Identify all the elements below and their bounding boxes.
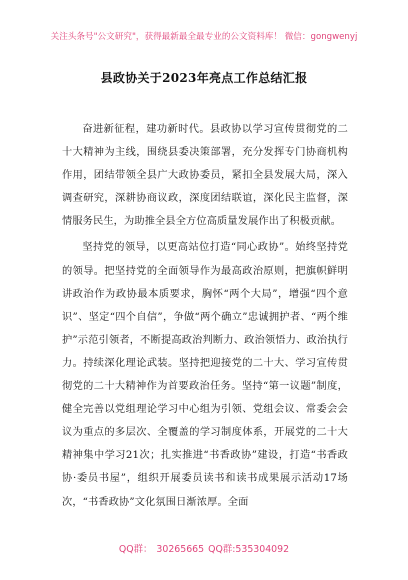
document-body bbox=[62, 118, 348, 517]
footer-qq-groups: QQ群： 30265665 QQ群:535304092 bbox=[118, 544, 290, 555]
paragraph-intro: 奋进新征程，建功新时代。县政协以学习宣传贯彻党的二十大精神为主线，围绕县委决策部署，充分发挥专门协商机构作用，团结带领全县广大政协委员，紧扣全县发展大局，深入调查研究，深耕协商议政，深度团结联谊，深化民主监督，深情服务民生，为助推全县全方位高质量发展作出了积极贡献。 bbox=[62, 124, 348, 228]
document-title: 县政协关于2023年亮点工作总结汇报 bbox=[100, 71, 308, 85]
paragraph-party-leadership: 坚持党的领导，以更高站位打造“同心政协”。始终坚持党的领导。把坚持党的全面领导作为最高政治原则，把旗帜鲜明讲政治作为政协最本质要求，胸怀“两个大局”，增强“四个意识”、坚定“四个自信”，争做“两个确立”忠诚拥护者、“两个维护”示范引领者，不断提高政治判断力、政治领悟力、政治执行力。持续深化理论武装。坚持把迎接党的二十大、学习宣传贯彻党的二十大精神作为首要政治任务。坚持“第一议题”制度，健全完善以党组理论学习中心组为引领、党组会议、常委会会议为重点的多层次、全覆盖的学习制度体系，开展党的二十大精神集中学习21次；扎实推进“书香政协”建设，打造“书香政协·委员书屋”，组织开展委员读书和读书成果展示活动17场次，“书香政协”文化氛围日渐浓厚。全面 bbox=[62, 242, 348, 508]
header-promo-note: 关注头条号"公文研究"，获得最新最全最专业的公文资料库！ 微信：gongwenyj bbox=[50, 32, 358, 42]
